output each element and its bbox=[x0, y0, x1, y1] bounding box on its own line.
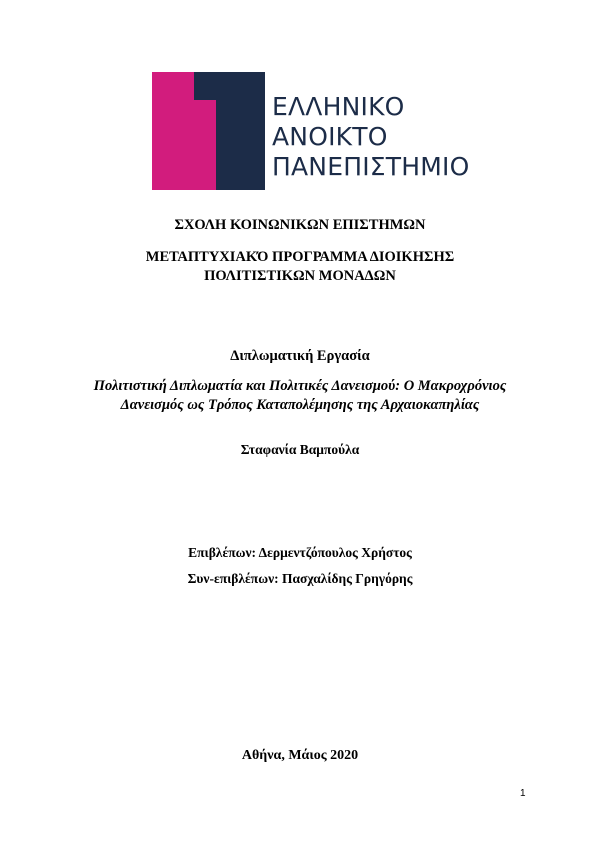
place-date: Αθήνα, Μάιος 2020 bbox=[241, 748, 359, 763]
co-supervisor: Συν-επιβλέπων: Πασχαλίδης Γρηγόρης bbox=[187, 571, 413, 586]
page-number: 1 bbox=[520, 788, 526, 799]
programme-name bbox=[0, 248, 600, 286]
author-name: Σταφανία Βαμπούλα bbox=[240, 442, 360, 457]
logo-line-2: ΑΝΟΙΚΤΟ bbox=[272, 122, 388, 151]
programme-line-2: ΠΟΛΙΤΙΣΤΙΚΩΝ ΜΟΝΑΔΩΝ bbox=[204, 268, 396, 284]
logo-line-3: ΠΑΝΕΠΙΣΤΗΜΙΟ bbox=[272, 152, 470, 181]
logo-wordmark bbox=[272, 92, 469, 182]
programme-line-1: ΜΕΤΑΠΤΥΧΙΑΚΌ ΠΡΟΓΡΑΜΜΑ ΔΙΟΙΚΗΣΗΣ bbox=[145, 249, 455, 265]
thesis-type: Διπλωματική Εργασία bbox=[230, 348, 370, 364]
thesis-title: Πολιτιστική Διπλωματία και Πολιτικές Δανεισμού: Ο Μακροχρόνιος Δανεισμός ως Τρόπος Καταπολέμησης της Αρχαιοκαπηλίας bbox=[93, 378, 507, 413]
supervisor: Επιβλέπων: Δερμεντζόπουλος Χρήστος bbox=[188, 545, 412, 560]
logo-line-1: ΕΛΛΗΝΙΚΟ bbox=[272, 92, 405, 121]
school-name: ΣΧΟΛΗ ΚΟΙΝΩΝΙΚΩΝ ΕΠΙΣΤΗΜΩΝ bbox=[174, 217, 426, 233]
